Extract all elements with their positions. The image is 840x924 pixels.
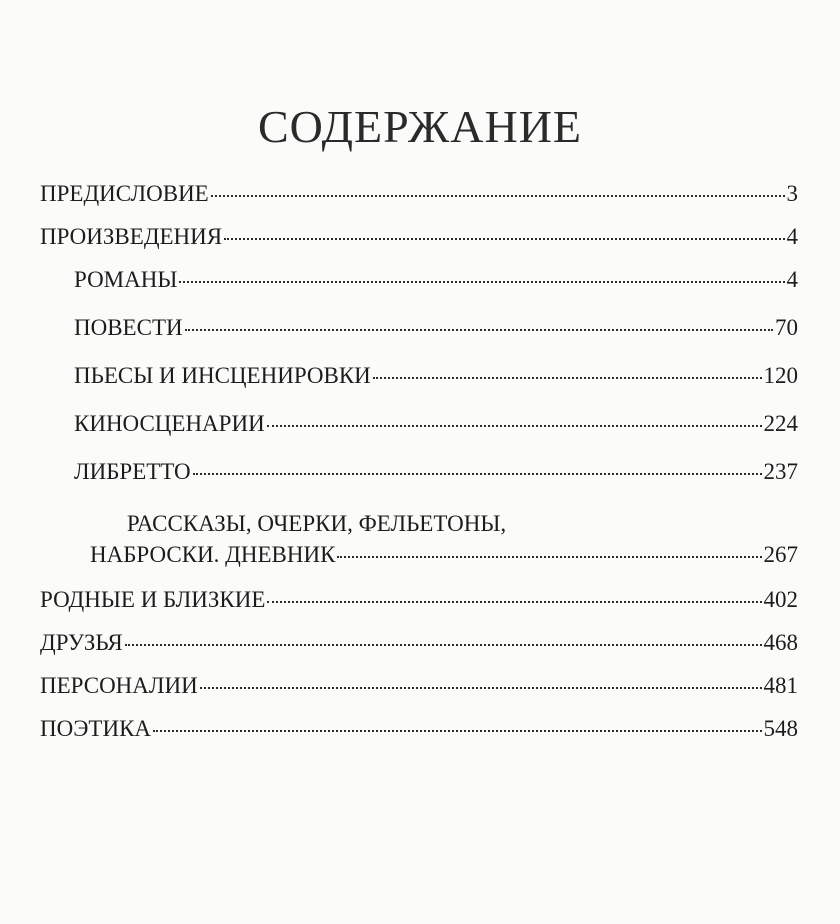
toc-entry-page: 237 — [763, 459, 798, 484]
toc-entry-label: ЛИБРЕТТО — [74, 459, 191, 484]
dot-leader — [125, 644, 762, 646]
toc-entry-label-line1: РАССКАЗЫ, ОЧЕРКИ, ФЕЛЬЕТОНЫ, — [126, 511, 507, 536]
toc-entry-page: 224 — [763, 411, 798, 436]
toc-entry-page: 4 — [786, 224, 798, 249]
toc-entry-novels — [40, 268, 798, 316]
toc-entry-page: 267 — [763, 542, 798, 567]
dot-leader — [200, 687, 762, 689]
dot-leader — [267, 425, 762, 427]
toc-entry-label: ПРЕДИСЛОВИЕ — [40, 181, 209, 206]
toc-entry-label: ПЬЕСЫ И ИНСЦЕНИРОВКИ — [74, 363, 371, 388]
toc-entry-label: ДРУЗЬЯ — [40, 630, 123, 655]
toc-entry-page: 402 — [763, 587, 798, 612]
dot-leader — [185, 329, 773, 331]
table-of-contents — [40, 182, 798, 760]
toc-entry-screenplays — [40, 412, 798, 460]
toc-entry-page: 548 — [763, 716, 798, 741]
toc-entry-page: 468 — [763, 630, 798, 655]
toc-entry-family — [40, 588, 798, 631]
toc-entry-page: 481 — [763, 673, 798, 698]
toc-entry-label: ПРОИЗВЕДЕНИЯ — [40, 224, 223, 249]
toc-entry-label-line2: НАБРОСКИ. ДНЕВНИК — [90, 542, 336, 567]
dot-leader — [224, 238, 784, 240]
toc-entry-label: ПОЭТИКА — [40, 716, 152, 741]
dot-leader — [211, 195, 785, 197]
toc-entry-page: 3 — [786, 181, 798, 206]
toc-entry-page: 120 — [763, 363, 798, 388]
toc-entry-plays — [40, 364, 798, 412]
dot-leader — [179, 281, 784, 283]
dot-leader — [373, 377, 762, 379]
toc-entry-poetics — [40, 717, 798, 760]
toc-entry-page: 70 — [775, 315, 798, 340]
toc-entry-stories — [40, 508, 798, 588]
toc-entry-personalia — [40, 674, 798, 717]
dot-leader — [267, 601, 761, 603]
toc-entry-novellas — [40, 316, 798, 364]
toc-entry-label: ПОВЕСТИ — [74, 315, 183, 340]
toc-entry-label: РОДНЫЕ И БЛИЗКИЕ — [40, 587, 266, 612]
toc-entry-label: РОМАНЫ — [74, 267, 178, 292]
dot-leader — [337, 556, 761, 558]
toc-entry-libretto — [40, 460, 798, 508]
toc-entry-page: 4 — [786, 267, 798, 292]
toc-entry-preface — [40, 182, 798, 225]
dot-leader — [153, 730, 761, 732]
toc-entry-label: ПЕРСОНАЛИИ — [40, 673, 198, 698]
dot-leader — [193, 473, 762, 475]
toc-entry-works — [40, 225, 798, 268]
toc-entry-friends — [40, 631, 798, 674]
toc-entry-label: КИНОСЦЕНАРИИ — [74, 411, 265, 436]
page-title: СОДЕРЖАНИЕ — [257, 101, 583, 152]
